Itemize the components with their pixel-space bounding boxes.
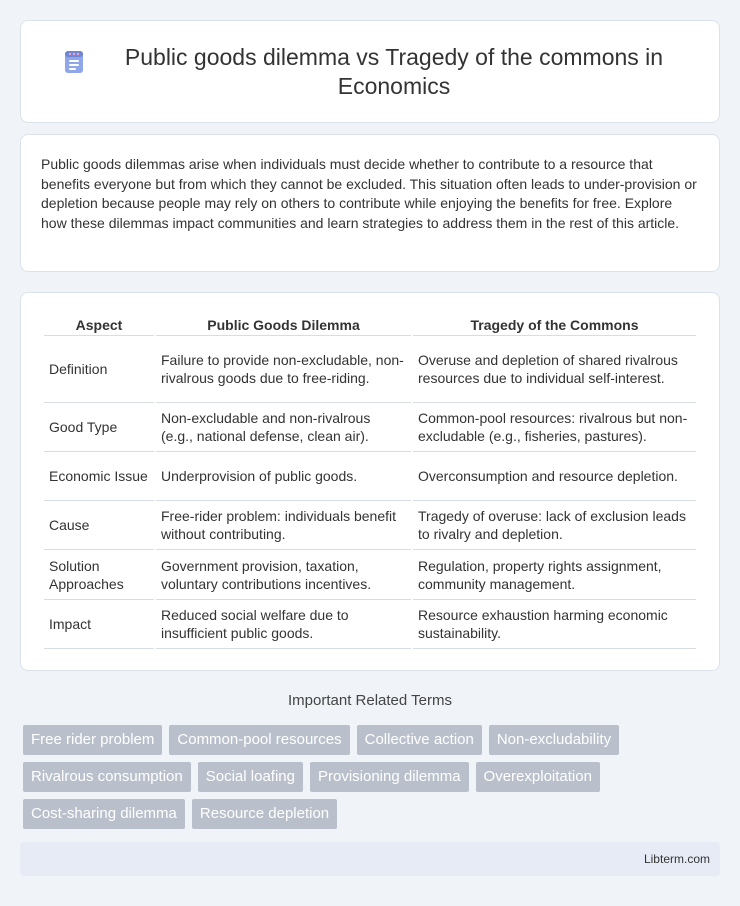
aspect-cell: Definition	[44, 336, 154, 403]
commons-cell: Overconsumption and resource depletion.	[413, 452, 696, 501]
page-title: Public goods dilemma vs Tragedy of the commons in Economics	[124, 43, 664, 99]
footer	[20, 842, 720, 876]
header-card	[20, 20, 720, 123]
public-goods-cell: Underprovision of public goods.	[156, 452, 411, 501]
related-terms-list	[23, 725, 723, 836]
commons-cell: Common-pool resources: rivalrous but non-excludable (e.g., fisheries, pastures).	[413, 403, 696, 452]
column-header-aspect: Aspect	[44, 313, 154, 336]
aspect-cell: Economic Issue	[44, 452, 154, 501]
table-row	[44, 501, 696, 550]
commons-cell: Regulation, property rights assignment, community management.	[413, 550, 696, 600]
intro-text: Public goods dilemmas arise when individuals must decide whether to contribute to a resource that benefits everyone but from which they cannot be excluded. This situation often leads to under-provision or depletion because people may rely on others to contribute while enjoying the benefits for free. Explore how these dilemmas impact communities and learn strategies to address them in the rest of this article.	[41, 156, 697, 231]
document-icon	[61, 49, 87, 75]
column-header-commons: Tragedy of the Commons	[413, 313, 696, 336]
tag-provisioning-dilemma[interactable]: Provisioning dilemma	[310, 762, 469, 792]
public-goods-cell: Failure to provide non-excludable, non-rivalrous goods due to free-riding.	[156, 336, 411, 403]
tag-free-rider-problem[interactable]: Free rider problem	[23, 725, 162, 755]
aspect-cell: Solution Approaches	[44, 550, 154, 600]
public-goods-cell: Non-excludable and non-rivalrous (e.g., national defense, clean air).	[156, 403, 411, 452]
tag-social-loafing[interactable]: Social loafing	[198, 762, 303, 792]
commons-cell: Overuse and depletion of shared rivalrous resources due to individual self-interest.	[413, 336, 696, 403]
public-goods-cell: Reduced social welfare due to insufficient public goods.	[156, 600, 411, 649]
tag-non-excludability[interactable]: Non-excludability	[489, 725, 619, 755]
tag-cost-sharing-dilemma[interactable]: Cost-sharing dilemma	[23, 799, 185, 829]
tag-resource-depletion[interactable]: Resource depletion	[192, 799, 337, 829]
comparison-card	[20, 292, 720, 671]
tag-collective-action[interactable]: Collective action	[357, 725, 482, 755]
aspect-cell: Cause	[44, 501, 154, 550]
tag-row	[23, 762, 723, 792]
footer-brand-link[interactable]: Libterm.com	[643, 852, 710, 866]
intro-card	[20, 134, 720, 272]
commons-cell: Tragedy of overuse: lack of exclusion leads to rivalry and depletion.	[413, 501, 696, 550]
aspect-cell: Good Type	[44, 403, 154, 452]
related-terms-title: Important Related Terms	[288, 692, 452, 709]
tag-row	[23, 725, 723, 755]
aspect-cell: Impact	[44, 600, 154, 649]
tag-row	[23, 799, 723, 829]
table-row	[44, 550, 696, 600]
column-header-public-goods: Public Goods Dilemma	[156, 313, 411, 336]
table-header-row	[44, 313, 696, 336]
table-row	[44, 452, 696, 501]
comparison-table	[42, 313, 698, 649]
public-goods-cell: Government provision, taxation, voluntary contributions incentives.	[156, 550, 411, 600]
table-row	[44, 336, 696, 403]
table-row	[44, 403, 696, 452]
table-row	[44, 600, 696, 649]
tag-rivalrous-consumption[interactable]: Rivalrous consumption	[23, 762, 191, 792]
tag-common-pool-resources[interactable]: Common-pool resources	[169, 725, 349, 755]
commons-cell: Resource exhaustion harming economic sustainability.	[413, 600, 696, 649]
public-goods-cell: Free-rider problem: individuals benefit without contributing.	[156, 501, 411, 550]
tag-overexploitation[interactable]: Overexploitation	[476, 762, 600, 792]
